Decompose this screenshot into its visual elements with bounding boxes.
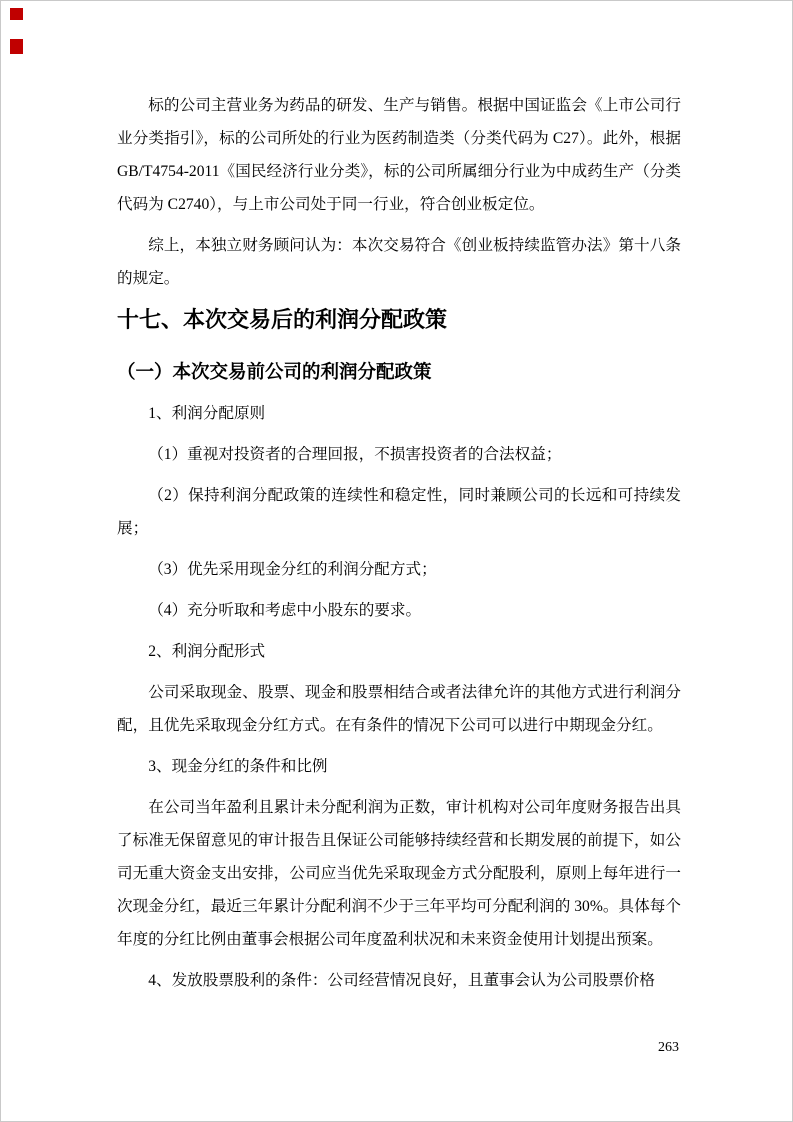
document-body <box>117 89 681 1005</box>
subsection-heading: （一）本次交易前公司的利润分配政策 <box>117 361 432 382</box>
paragraph: （4）充分听取和考虑中小股东的要求。 <box>148 602 422 619</box>
page-number: 263 <box>658 1040 679 1055</box>
paragraph: 2、利润分配形式 <box>148 643 266 660</box>
paragraph: 1、利润分配原则 <box>148 405 266 422</box>
paragraph: （3）优先采用现金分红的利润分配方式； <box>148 561 437 578</box>
paragraph: 4、发放股票股利的条件：公司经营情况良好，且董事会认为公司股票价格 <box>148 972 655 989</box>
paragraph: （2）保持利润分配政策的连续性和稳定性，同时兼顾公司的长远和可持续发展； <box>117 487 681 537</box>
paragraph: （1）重视对投资者的合理回报，不损害投资者的合法权益； <box>148 446 562 463</box>
section-heading: 十七、本次交易后的利润分配政策 <box>117 307 448 332</box>
paragraph: 3、现金分红的条件和比例 <box>148 758 328 775</box>
red-annotation-mark <box>10 8 23 20</box>
red-annotation-mark <box>10 39 23 54</box>
paragraph: 在公司当年盈利且累计未分配利润为正数，审计机构对公司年度财务报告出具了标准无保留意见的审计报告且保证公司能够持续经营和长期发展的前提下，如公司无重大资金支出安排，公司应当优先采取现金方式分配股利，原则上每年进行一次现金分红，最近三年累计分配利润不少于三年平均可分配利润的 30%。具体每个年度的分红比例由董事会根据公司年度盈利状况和未来资金使用计划提出预案。 <box>117 799 681 948</box>
paragraph: 综上，本独立财务顾问认为：本次交易符合《创业板持续监管办法》第十八条的规定。 <box>117 237 681 287</box>
paragraph: 公司采取现金、股票、现金和股票相结合或者法律允许的其他方式进行利润分配，且优先采取现金分红方式。在有条件的情况下公司可以进行中期现金分红。 <box>117 684 681 734</box>
paragraph: 标的公司主营业务为药品的研发、生产与销售。根据中国证监会《上市公司行业分类指引》，标的公司所处的行业为医药制造类（分类代码为 C27）。此外，根据 GB/T4754-2011《国民经济行业分类》，标的公司所属细分行业为中成药生产（分类代码为 C2740），与上市公司处于同一行业，符合创业板定位。 <box>117 97 681 213</box>
